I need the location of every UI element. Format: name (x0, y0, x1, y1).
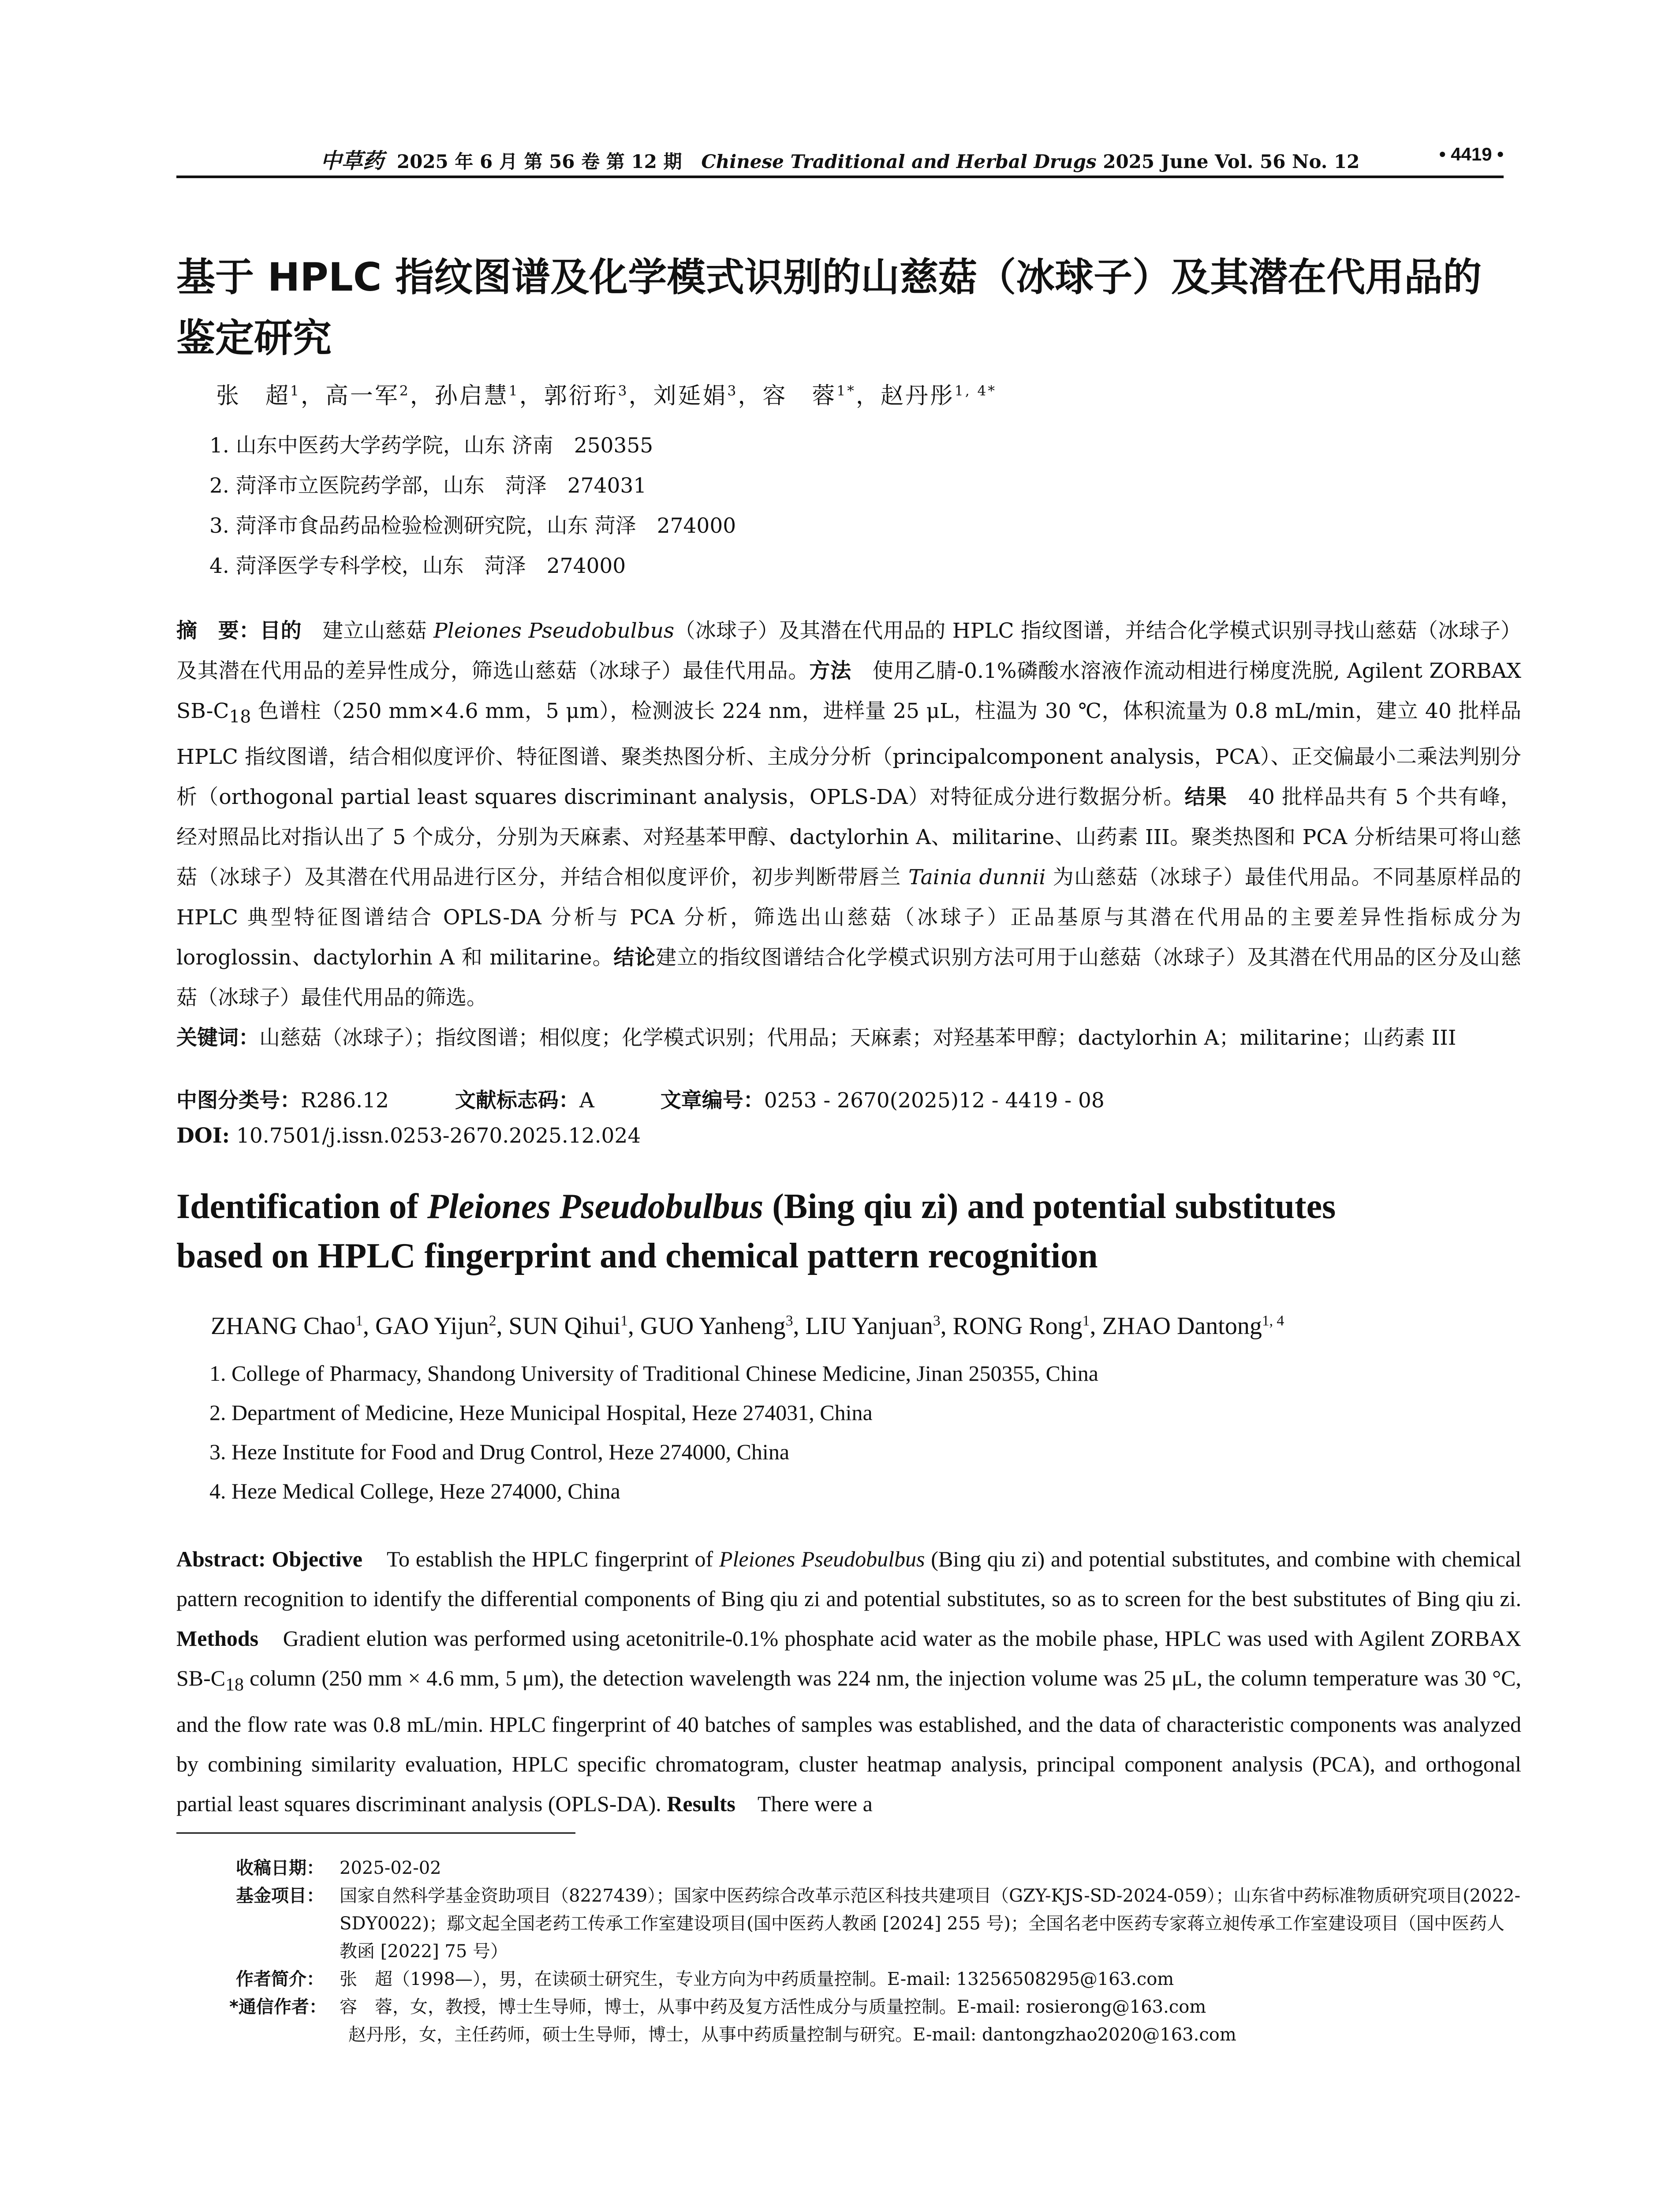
en-author: GAO Yijun$^2$ (375, 1312, 497, 1340)
journal-name-en: Chinese Traditional and Herbal Drugs (701, 151, 1097, 172)
cn-title-line-1: 基于 HPLC 指纹图谱及化学模式识别的山慈菇（冰球子）及其潜在代用品的 (176, 254, 1482, 300)
cn-affiliation: 1. 山东中医药大学药学院，山东 济南 250355 (209, 434, 653, 458)
cn-abstract-body: 摘 要：目的 建立山慈菇 Pleiones Pseudobulbus（冰球子）及其潜在代用品的 HPLC 指纹图谱，并结合化学模式识别寻找山慈菇（冰球子）及其潜在代用品的差异性成分，筛选山慈菇（冰球子）最佳代用品。方法 使用乙腈-0.1%磷酸水溶液作流动相进行梯度洗脱, Agilent ZORBAX $SB-C_{18}$ 色谱柱（250 mm×4.6 mm，5 μm），检测波长 224 nm，进样量 25 μL，柱温为 30 ℃，体积流量为 0.8 mL/min，建立 40 批样品 HPLC 指纹图谱，结合相似度评价、特征图谱、聚类热图分析、主成分分析（principalcomponent analysis，PCA）、正交偏最小二乘法判别分析（orthogonal partial least squares discriminant analysis，OPLS-DA）对特征成分进行数据分析。结果 40 批样品共有 5 个共有峰，经对照品比对指认出了 5 个成分，分别为天麻素、对羟基苯甲醇、dactylorhin A、militarine、山药素 III。聚类热图和 PCA 分析结果可将山慈菇（冰球子）及其潜在代用品进行区分，并结合相似度评价，初步判断带唇兰 Tainia dunnii 为山慈菇（冰球子）最佳代用品。不同基原样品的 HPLC 典型特征图谱结合 OPLS-DA 分析与 PCA 分析，筛选出山慈菇（冰球子）正品基原与其潜在代用品的主要差异性指标成分为 loroglossin、dactylorhin A 和 militarine。结论建立的指纹图谱结合化学模式识别方法可用于山慈菇（冰球子）及其潜在代用品的区分及山慈菇（冰球子）最佳代用品的筛选。 (176, 619, 1522, 1010)
page-number: • 4419 • (1439, 144, 1504, 164)
cn-title-line-2: 鉴定研究 (176, 315, 332, 361)
cn-abstract-label: 摘 要： (176, 619, 260, 643)
cn-abstract (176, 611, 1521, 1058)
footnote-funding: 基金项目： 国家自然科学基金资助项目（8227439）；国家中医药综合改革示范区科技共建项目（GZY-KJS-SD-2024-059）；山东省中药标准物质研究项目(2022-SDY0022)；鄢文起全国老药工传承工作室建设项目(国中医药人教函 [2024] 255 号)；全国名老中医药专家蒋立昶传承工作室建设项目（国中医药人教函 [2022] 75 号） (236, 1886, 1521, 1962)
cn-affiliation-list (209, 426, 736, 586)
article-number: 文章编号：0253 - 2670(2025)12 - 4419 - 08 (660, 1088, 1105, 1113)
cn-objective-label: 目的 (260, 619, 302, 643)
footnote-corresponding: *通信作者： 容 蓉，女，教授，博士生导师，博士，从事中药及复方活性成分与质量控制。E-mail: rosierong@163.com 赵丹彤，女，主任药师，硕士生导师，博士，从事中药质量控制与研究。E-mail: dantongzhao2020@163.com (229, 1997, 1236, 2045)
doi: DOI: 10.7501/j.issn.0253-2670.2025.12.024 (176, 1124, 641, 1148)
cn-title (176, 247, 1521, 369)
en-affiliation: 1. College of Pharmacy, Shandong University of Traditional Chinese Medicine, Jinan 250355, China (209, 1361, 1098, 1386)
cn-author: 刘延娟$^3$ (653, 383, 738, 409)
en-affiliation-list (209, 1354, 1098, 1511)
cn-author: 张 超$^1$ (216, 383, 301, 409)
cn-author: 郭衍珩$^3$ (544, 383, 629, 409)
classification-line (176, 1084, 1171, 1114)
issue-en: 2025 June Vol. 56 No. 12 (1103, 151, 1360, 172)
cn-methods-label: 方法 (809, 659, 851, 683)
en-author: LIU Yanjuan$^3$ (805, 1312, 941, 1340)
en-abstract-label: Abstract: Objective (176, 1547, 362, 1571)
cn-keywords: 关键词：山慈菇（冰球子）；指纹图谱；相似度；化学模式识别；代用品；天麻素；对羟基苯甲醇；dactylorhin A；militarine；山药素 III (176, 1026, 1456, 1050)
cn-author: 容 蓉$^{1*}$ (762, 383, 856, 409)
issue-cn: 2025 年 6 月 第 56 卷 第 12 期 (396, 151, 682, 172)
journal-logo: 中草药 (320, 149, 384, 173)
en-affiliation: 4. Heze Medical College, Heze 274000, China (209, 1479, 620, 1503)
cn-author: 高一军$^2$ (325, 383, 410, 409)
en-author: RONG Rong$^1$ (952, 1312, 1090, 1340)
en-methods-label: Methods (176, 1626, 259, 1651)
en-abstract-body: Abstract: Objective To establish the HPLC fingerprint of Pleiones Pseudobulbus (Bing qiu zi) and potential substitutes, and combine with chemical pattern recognition to identify the differential components of Bing qiu zi and potential substitutes, so as to screen for the best substitutes of Bing qiu zi. Methods Gradient elution was performed using acetonitrile-0.1% phosphate acid water as the mobile phase, HPLC was used with Agilent ZORBAX $SB-C_{18}$ column (250 mm × 4.6 mm, 5 μm), the detection wavelength was 224 nm, the injection volume was 25 μL, the column temperature was 30 °C, and the flow rate was 0.8 mL/min. HPLC fingerprint of 40 batches of samples was established, and the data of characteristic components was analyzed by combining similarity evaluation, HPLC specific chromatogram, cluster heatmap analysis, principal component analysis (PCA), and orthogonal partial least squares discriminant analysis (OPLS-DA). Results There were a (176, 1547, 1522, 1816)
footnote-received: 收稿日期： 2025-02-02 (236, 1858, 441, 1878)
cn-affiliation: 4. 菏泽医学专科学校，山东 菏泽 274000 (209, 554, 626, 578)
en-abstract (176, 1539, 1521, 1824)
cn-conclusion-label: 结论 (613, 946, 656, 970)
clc-number: 中图分类号：R286.12 (176, 1088, 389, 1113)
cn-author: 赵丹彤$^{1, 4*}$ (880, 383, 997, 409)
en-author: SUN Qihui$^1$ (508, 1312, 628, 1340)
document-code: 文献标志码：A (455, 1088, 594, 1113)
en-author: ZHAO Dantong$^{1, 4}$ (1102, 1312, 1284, 1340)
en-affiliation: 3. Heze Institute for Food and Drug Control, Heze 274000, China (209, 1439, 790, 1464)
footnote-author-bio: 作者简介： 张 超（1998—），男，在读硕士研究生，专业方向为中药质量控制。E-mail: 13256508295@163.com (236, 1969, 1174, 1989)
en-affiliation: 2. Department of Medicine, Heze Municipal Hospital, Heze 274031, China (209, 1400, 873, 1425)
cn-affiliation: 3. 菏泽市食品药品检验检测研究院，山东 菏泽 274000 (209, 514, 736, 538)
en-author: GUO Yanheng$^3$ (640, 1312, 793, 1340)
running-header-text (176, 144, 1504, 174)
cn-affiliation: 2. 菏泽市立医院药学部，山东 菏泽 274031 (209, 474, 647, 498)
cn-author: 孙启慧$^1$ (434, 383, 519, 409)
cn-results-label: 结果 (1184, 785, 1227, 810)
footnotes (229, 1854, 1521, 2049)
en-title (176, 1182, 1521, 1281)
running-header (176, 140, 1504, 178)
footnote-divider (176, 1832, 575, 1834)
cn-author-list: 张 超$^1$，高一军$^2$，孙启慧$^1$，郭衍珩$^3$，刘延娟$^3$，容 蓉$^{1*}$，赵丹彤$^{1, 4*}$ (216, 383, 997, 409)
en-results-label: Results (667, 1791, 735, 1816)
en-title-line-1: Identification of Pleiones Pseudobulbus (Bing qiu zi) and potential substitutes (176, 1187, 1336, 1226)
en-title-line-2: based on HPLC fingerprint and chemical pattern recognition (176, 1237, 1098, 1275)
en-author: ZHANG Chao$^1$ (211, 1312, 363, 1340)
en-author-list: ZHANG Chao$^1$, GAO Yijun$^2$, SUN Qihui$^1$, GUO Yanheng$^3$, LIU Yanjuan$^3$, RONG Rong$^1$, ZHAO Dantong$^{1, 4}$ (211, 1312, 1284, 1340)
